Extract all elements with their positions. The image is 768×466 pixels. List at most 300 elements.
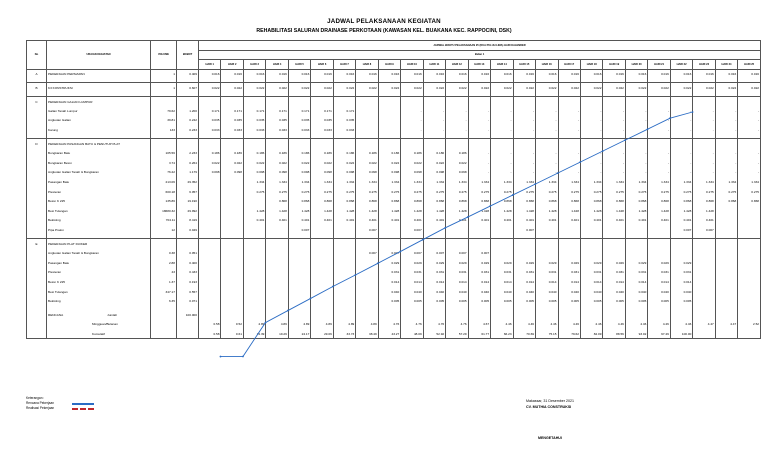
row-label (47, 310, 151, 320)
day-cell (266, 296, 288, 306)
day-cell (446, 96, 468, 106)
day-cell: 0.022 (670, 83, 692, 93)
day-cell: 0.401 (243, 216, 265, 226)
day-cell: 0.029 (491, 258, 513, 268)
row-no: E (27, 239, 47, 249)
day-cell: 0.022 (378, 83, 400, 93)
row-volume (151, 320, 177, 330)
day-cell: 0.005 (378, 296, 400, 306)
day-cell (378, 310, 400, 320)
day-cell (333, 268, 355, 278)
day-cell: 0.040 (625, 287, 647, 297)
day-cell (423, 239, 445, 249)
day-cell (715, 96, 737, 106)
day-cell: 0.868 (580, 196, 602, 206)
day-cell: - (693, 148, 715, 158)
day-cell: 1.428 (311, 206, 333, 216)
day-cell: 0.275 (356, 187, 378, 197)
day-cell (693, 277, 715, 287)
day-cell: 1.334 (513, 177, 535, 187)
day-cell: 0.016 (558, 69, 580, 79)
day-cell (333, 239, 355, 249)
day-cell: - (738, 106, 761, 116)
row-bobot (177, 239, 199, 249)
day-cell: - (693, 106, 715, 116)
day-cell (693, 139, 715, 149)
day-cell: - (670, 148, 692, 158)
day-cell: 1.428 (356, 206, 378, 216)
day-cell: 0.035 (266, 116, 288, 126)
day-cell: - (648, 106, 670, 116)
day-cell: 0.007 (356, 248, 378, 258)
row-label: Beton K 225 (47, 277, 151, 287)
row-bobot: 0.242 (177, 116, 199, 126)
day-cell (738, 277, 761, 287)
day-cell: 0.031 (401, 268, 423, 278)
day-cell: 0.275 (333, 187, 355, 197)
header-day: HARI 18 (580, 60, 602, 70)
day-cell: 57.29 (446, 329, 468, 339)
day-cell: 0.014 (536, 277, 558, 287)
day-cell (580, 239, 602, 249)
day-cell: - (738, 158, 761, 168)
header-bobot: BOBOT (177, 41, 199, 70)
day-cell: 1.428 (401, 206, 423, 216)
day-cell: 0.016 (670, 69, 692, 79)
day-cell: 0.040 (603, 287, 625, 297)
day-cell: 1.428 (693, 206, 715, 216)
row-no (27, 258, 47, 268)
day-cell (356, 277, 378, 287)
header-day: HARI 13 (468, 60, 490, 70)
day-cell (356, 258, 378, 268)
row-label (47, 320, 151, 330)
day-cell (738, 225, 761, 235)
day-cell: 0.016 (266, 69, 288, 79)
day-cell (580, 310, 602, 320)
day-cell: 1.334 (648, 177, 670, 187)
day-cell: - (648, 168, 670, 178)
day-cell: 1.334 (670, 177, 692, 187)
row-volume: 1 (151, 69, 177, 79)
day-cell (288, 277, 310, 287)
day-cell: 2.52 (738, 320, 761, 330)
day-cell: 0.186 (288, 148, 310, 158)
day-cell (693, 310, 715, 320)
day-cell (199, 196, 221, 206)
day-cell: 0.035 (311, 116, 333, 126)
day-cell: 0.031 (423, 268, 445, 278)
day-cell: 0.186 (266, 148, 288, 158)
day-cell: 0.014 (625, 277, 647, 287)
day-cell: 0.868 (536, 196, 558, 206)
header-day: HARI 25 (738, 60, 761, 70)
row-label: K3 KONSTRUKSI (47, 83, 151, 93)
day-cell (580, 248, 602, 258)
row-label: Pasangan Batu (47, 177, 151, 187)
day-cell: 4.76 (446, 320, 468, 330)
day-cell: 0.016 (715, 69, 737, 79)
day-cell: 0.016 (625, 69, 647, 79)
day-cell: 100.00 (670, 329, 692, 339)
day-cell: - (693, 158, 715, 168)
day-cell (333, 287, 355, 297)
day-cell: 0.016 (333, 69, 355, 79)
day-cell: - (603, 168, 625, 178)
day-cell: 1.334 (266, 177, 288, 187)
header-day: HARI 10 (401, 60, 423, 70)
day-cell (311, 268, 333, 278)
day-cell: 0.098 (311, 168, 333, 178)
row-bobot: 0.409 (177, 69, 199, 79)
day-cell: 0.58 (199, 329, 221, 339)
row-bobot: 29.352 (177, 177, 199, 187)
day-cell: - (670, 168, 692, 178)
day-cell (221, 296, 243, 306)
day-cell: 1.428 (536, 206, 558, 216)
day-cell: 4.89 (333, 320, 355, 330)
day-cell: - (738, 148, 761, 158)
day-cell: 0.098 (288, 168, 310, 178)
day-cell (738, 296, 761, 306)
day-cell: 0.401 (536, 216, 558, 226)
day-cell (199, 287, 221, 297)
day-cell: 84.09 (580, 329, 602, 339)
day-cell: 0.186 (446, 148, 468, 158)
page-title: JADWAL PELAKSANAAN KEGIATAN (327, 18, 441, 25)
day-cell: 0.186 (378, 148, 400, 158)
row-no: A (27, 69, 47, 79)
day-cell: 0.016 (513, 69, 535, 79)
day-cell: 0.58 (199, 320, 221, 330)
header-day: HARI 12 (446, 60, 468, 70)
day-cell (266, 258, 288, 268)
day-cell (513, 248, 535, 258)
row-label: Pipa Pralon (47, 225, 151, 235)
day-cell (199, 96, 221, 106)
header-day: HARI 3 (243, 60, 265, 70)
day-cell (199, 239, 221, 249)
day-cell (199, 139, 221, 149)
day-cell (693, 96, 715, 106)
day-cell (221, 96, 243, 106)
day-cell: 0.040 (468, 287, 490, 297)
day-cell (513, 139, 535, 149)
day-cell (333, 248, 355, 258)
day-cell: - (513, 158, 535, 168)
day-cell: 0.401 (693, 216, 715, 226)
day-cell (625, 225, 647, 235)
day-cell: - (536, 168, 558, 178)
day-cell (580, 139, 602, 149)
schedule-table (26, 40, 761, 339)
day-cell: 0.275 (378, 187, 400, 197)
day-cell: 0.868 (468, 196, 490, 206)
day-cell (738, 310, 761, 320)
day-cell: 0.031 (670, 268, 692, 278)
day-cell (288, 258, 310, 268)
day-cell: 1.428 (603, 206, 625, 216)
day-cell: 0.022 (423, 158, 445, 168)
day-cell: 0.022 (715, 83, 737, 93)
day-cell (648, 248, 670, 258)
day-cell: 4.46 (670, 320, 692, 330)
day-cell (333, 258, 355, 268)
day-cell (513, 96, 535, 106)
day-cell: - (423, 125, 445, 135)
day-cell: 0.031 (580, 268, 602, 278)
day-cell: 0.868 (625, 196, 647, 206)
day-cell: 0.014 (513, 277, 535, 287)
day-cell: 66.23 (491, 329, 513, 339)
day-cell: 0.275 (423, 187, 445, 197)
row-volume (151, 329, 177, 339)
day-cell: - (401, 116, 423, 126)
day-cell: 0.022 (243, 83, 265, 93)
day-cell: 1.334 (536, 177, 558, 187)
day-cell (356, 96, 378, 106)
row-label: Bekisting (47, 296, 151, 306)
day-cell: 0.401 (491, 216, 513, 226)
row-volume: 704.11 (151, 216, 177, 226)
day-cell (199, 225, 221, 235)
day-cell: - (603, 158, 625, 168)
row-no (27, 310, 47, 320)
day-cell (625, 96, 647, 106)
day-cell: - (738, 116, 761, 126)
day-cell: 0.005 (536, 296, 558, 306)
row-volume: 1 (151, 83, 177, 93)
day-cell: 4.89 (288, 320, 310, 330)
row-bobot (177, 139, 199, 149)
day-cell: 0.031 (558, 268, 580, 278)
day-cell: - (446, 125, 468, 135)
day-cell: 75.15 (536, 329, 558, 339)
day-cell: 1.428 (378, 206, 400, 216)
day-cell: 1.428 (648, 206, 670, 216)
day-cell (715, 216, 737, 226)
day-cell (648, 96, 670, 106)
day-cell (715, 310, 737, 320)
day-cell (558, 310, 580, 320)
header-no: No (27, 41, 47, 70)
day-cell: - (580, 158, 602, 168)
day-cell: 0.868 (693, 196, 715, 206)
day-cell: 0.171 (221, 106, 243, 116)
row-volume: 600.18 (151, 187, 177, 197)
day-cell: 0.022 (446, 83, 468, 93)
day-cell (738, 258, 761, 268)
day-cell: - (580, 168, 602, 178)
day-cell (333, 296, 355, 306)
header-uraian: URAIAN KEGIATAN (47, 41, 151, 70)
day-cell: - (603, 116, 625, 126)
day-cell (199, 277, 221, 287)
day-cell: 0.040 (491, 287, 513, 297)
row-no (27, 248, 47, 258)
day-cell (670, 310, 692, 320)
day-cell (468, 225, 490, 235)
day-cell: 0.171 (199, 106, 221, 116)
day-cell: 1.428 (580, 206, 602, 216)
day-cell: - (536, 148, 558, 158)
day-cell: 0.007 (513, 225, 535, 235)
day-cell (423, 310, 445, 320)
day-cell: 0.401 (603, 216, 625, 226)
page-subtitle: REHABILITASI SALURAN DRAINASE PERKOTAAN (KAWASAN KEL. BUAKANA KEC. RAPPOCINI, DSK) (256, 28, 512, 34)
day-cell: 70.69 (513, 329, 535, 339)
day-cell: 61.77 (468, 329, 490, 339)
row-no (27, 277, 47, 287)
day-cell: 0.040 (401, 287, 423, 297)
day-cell: 0.014 (670, 277, 692, 287)
day-cell: 0.098 (243, 168, 265, 178)
day-cell (401, 239, 423, 249)
day-cell (446, 239, 468, 249)
day-cell (243, 310, 265, 320)
day-cell (468, 310, 490, 320)
day-cell: 4.67 (468, 320, 490, 330)
day-cell: 1.428 (446, 206, 468, 216)
day-cell: 0.040 (558, 287, 580, 297)
day-cell: 0.868 (311, 196, 333, 206)
row-no (27, 116, 47, 126)
day-cell: - (491, 168, 513, 178)
row-volume: 43 (151, 268, 177, 278)
day-cell: 0.035 (288, 116, 310, 126)
series-point-1 (220, 356, 222, 358)
day-cell: 0.61 (221, 329, 243, 339)
row-volume: 347.17 (151, 287, 177, 297)
day-cell: 4.47 (693, 320, 715, 330)
row-volume: 3.74 (151, 158, 177, 168)
day-cell: 0.401 (446, 216, 468, 226)
legend-real-line (72, 408, 94, 410)
day-cell: - (513, 148, 535, 158)
day-cell (423, 225, 445, 235)
day-cell (199, 177, 221, 187)
header-day: HARI 24 (715, 60, 737, 70)
day-cell (199, 248, 221, 258)
header-day: HARI 20 (625, 60, 647, 70)
legend-plan-label: Rencana Pekerjaan (26, 401, 54, 405)
day-cell: 0.186 (199, 148, 221, 158)
day-cell: 4.46 (625, 320, 647, 330)
day-cell: 0.031 (625, 268, 647, 278)
day-cell: 0.868 (648, 196, 670, 206)
day-cell: 0.098 (356, 168, 378, 178)
day-cell: - (603, 106, 625, 116)
day-cell: 4.46 (580, 320, 602, 330)
row-bobot: 0.051 (177, 248, 199, 258)
day-cell (513, 310, 535, 320)
day-cell: 0.868 (513, 196, 535, 206)
day-cell: 0.022 (693, 83, 715, 93)
day-cell: 0.275 (446, 187, 468, 197)
day-cell: - (738, 125, 761, 135)
day-cell (715, 268, 737, 278)
day-cell: 0.029 (423, 258, 445, 268)
day-cell: 0.022 (468, 83, 490, 93)
day-cell: 0.022 (333, 158, 355, 168)
day-cell: 0.022 (423, 83, 445, 93)
day-cell (603, 248, 625, 258)
day-cell (401, 96, 423, 106)
day-cell (243, 268, 265, 278)
day-cell (266, 139, 288, 149)
row-volume: 79.62 (151, 106, 177, 116)
row-label: Beton K 225 (47, 196, 151, 206)
row-no (27, 296, 47, 306)
day-cell: 0.029 (446, 258, 468, 268)
day-cell (446, 139, 468, 149)
day-cell: 0.868 (715, 196, 737, 206)
day-cell: - (693, 116, 715, 126)
day-cell: 0.275 (243, 187, 265, 197)
day-cell: 1.428 (513, 206, 535, 216)
day-cell: - (648, 125, 670, 135)
day-cell: 0.022 (333, 83, 355, 93)
day-cell: 0.016 (580, 69, 602, 79)
day-cell: 79.62 (558, 329, 580, 339)
header-day: HARI 19 (603, 60, 625, 70)
day-cell: 0.035 (243, 116, 265, 126)
row-label: Plesteran (47, 187, 151, 197)
day-cell (603, 225, 625, 235)
day-cell: - (693, 168, 715, 178)
day-cell (199, 310, 221, 320)
day-cell: 0.186 (401, 148, 423, 158)
day-cell: 0.016 (446, 69, 468, 79)
day-cell: - (536, 116, 558, 126)
day-cell (491, 248, 513, 258)
row-volume: 0.38 (151, 248, 177, 258)
day-cell: 0.868 (288, 196, 310, 206)
row-no (27, 187, 47, 197)
day-cell: 4.46 (513, 320, 535, 330)
day-cell: - (513, 116, 535, 126)
day-cell (693, 239, 715, 249)
day-cell: 0.007 (288, 225, 310, 235)
day-cell (356, 116, 378, 126)
row-no: B (27, 83, 47, 93)
day-cell: 0.401 (378, 216, 400, 226)
day-cell: 0.868 (491, 196, 513, 206)
day-cell: 0.022 (580, 83, 602, 93)
day-cell: 0.031 (491, 268, 513, 278)
day-cell (378, 116, 400, 126)
row-label: Galian Tanah Lumpur (47, 106, 151, 116)
day-cell (378, 96, 400, 106)
day-cell: 52.92 (423, 329, 445, 339)
day-cell: 0.186 (243, 148, 265, 158)
row-label: PEKERJAAN GALIAN LUMPUR (47, 96, 151, 106)
day-cell: 0.007 (423, 248, 445, 258)
header-volume: VOLUME (151, 41, 177, 70)
row-no (27, 196, 47, 206)
schedule-sheet (26, 40, 760, 398)
day-cell: 0.033 (288, 125, 310, 135)
row-no: C (27, 96, 47, 106)
day-cell: 0.275 (536, 187, 558, 197)
day-cell (693, 287, 715, 297)
day-cell (311, 225, 333, 235)
row-label (47, 329, 151, 339)
day-cell: 0.186 (311, 148, 333, 158)
row-no: D (27, 139, 47, 149)
day-cell (536, 96, 558, 106)
day-cell (243, 287, 265, 297)
